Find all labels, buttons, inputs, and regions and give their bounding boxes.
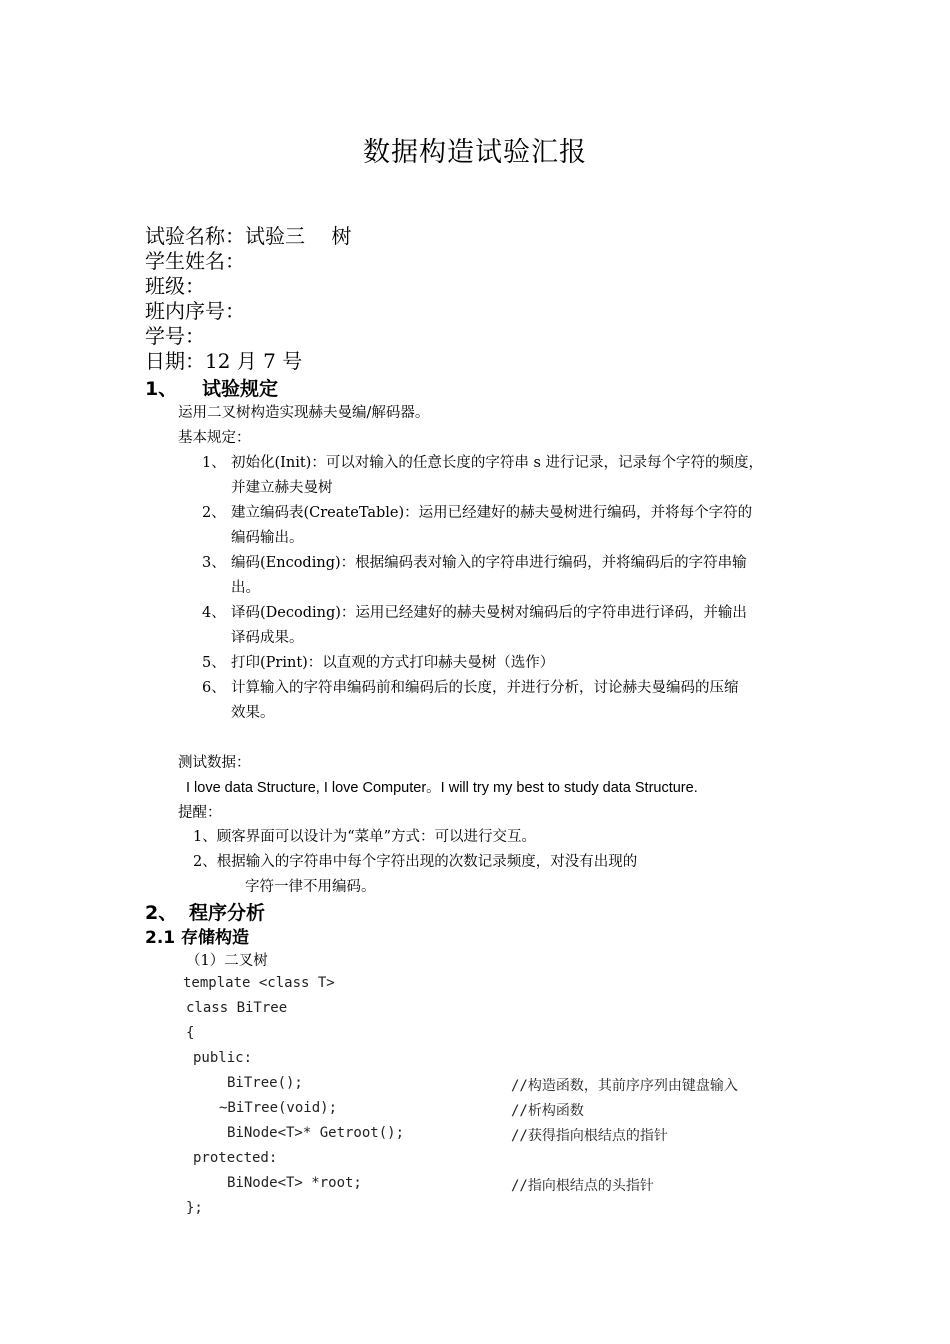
req-item-text: 打印(Print)：以直观的方式打印赫夫曼树（选作） xyxy=(231,655,555,671)
basic-requirements-label: 基本规定： xyxy=(178,430,251,446)
code-line: class BiTree xyxy=(186,1000,288,1016)
subsection-item: （1）二叉树 xyxy=(186,953,268,969)
req-item-text-cont: 并建立赫夫曼树 xyxy=(231,480,333,496)
code-comment: //获得指向根结点的指针 xyxy=(511,1128,668,1144)
section2-number: 2、 xyxy=(145,902,178,924)
section1-number: 1、 xyxy=(145,378,178,400)
req-item-number: 4、 xyxy=(202,605,226,621)
code-line: BiNode<T> *root; xyxy=(227,1175,362,1191)
req-item-text: 译码(Decoding)：运用已经建好的赫夫曼树对编码后的字符串进行译码，并输出 xyxy=(231,605,747,621)
student-id-field: 学号： xyxy=(145,324,205,348)
test-data-label: 测试数据： xyxy=(178,755,251,771)
code-line: BiTree(); xyxy=(227,1075,303,1091)
tip-item: 2、根据输入的字符串中每个字符出现的次数记录频度，对没有出现的 xyxy=(193,854,638,870)
code-line: { xyxy=(186,1025,195,1041)
section1-intro: 运用二叉树构造实现赫夫曼编/解码器。 xyxy=(178,405,430,421)
test-data-text: I love data Structure, I love Computer。I will try my best to study data Structure. xyxy=(186,780,698,796)
code-comment: //析构函数 xyxy=(511,1103,584,1119)
req-item-number: 1、 xyxy=(202,455,226,471)
req-item-text: 编码(Encoding)：根据编码表对输入的字符串进行编码，并将编码后的字符串输 xyxy=(231,555,747,571)
code-line: public: xyxy=(193,1050,253,1066)
page-title: 数据构造试验汇报 xyxy=(363,137,587,168)
req-item-text-cont: 效果。 xyxy=(231,705,275,721)
code-line: template <class T> xyxy=(183,975,335,991)
req-item-text-cont: 出。 xyxy=(231,580,260,596)
tip-item-cont: 字符一律不用编码。 xyxy=(245,879,376,895)
req-item-number: 6、 xyxy=(202,680,226,696)
req-item-text-cont: 编码输出。 xyxy=(231,530,304,546)
req-item-number: 5、 xyxy=(202,655,226,671)
req-item-text: 初始化(Init)：可以对输入的任意长度的字符串 s 进行记录，记录每个字符的频度， xyxy=(231,455,764,471)
code-line: ~BiTree(void); xyxy=(219,1100,338,1116)
class-seq-field: 班内序号： xyxy=(145,299,245,323)
req-item-text: 建立编码表(CreateTable)：运用已经建好的赫夫曼树进行编码，并将每个字符的 xyxy=(231,505,753,521)
tips-label: 提醒： xyxy=(178,805,222,821)
experiment-name: 试验名称：试验三 树 xyxy=(145,224,352,248)
date-field: 日期：12 月 7 号 xyxy=(145,349,303,373)
student-name: 学生姓名： xyxy=(145,249,245,273)
section2-heading: 程序分析 xyxy=(189,902,266,924)
tip-item: 1、顾客界面可以设计为“菜单”方式：可以进行交互。 xyxy=(193,829,537,845)
req-item-text: 计算输入的字符串编码前和编码后的长度，并进行分析，讨论赫夫曼编码的压缩 xyxy=(231,680,739,696)
req-item-number: 3、 xyxy=(202,555,226,571)
section1-heading: 试验规定 xyxy=(202,378,279,400)
code-comment: //指向根结点的头指针 xyxy=(511,1178,654,1194)
class-field: 班级： xyxy=(145,274,205,298)
req-item-number: 2、 xyxy=(202,505,226,521)
subsection-heading: 2.1 存储构造 xyxy=(145,928,250,948)
code-line: }; xyxy=(186,1200,203,1216)
code-line: BiNode<T>* Getroot(); xyxy=(227,1125,405,1141)
req-item-text-cont: 译码成果。 xyxy=(231,630,304,646)
code-comment: //构造函数，其前序序列由键盘输入 xyxy=(511,1078,738,1094)
code-line: protected: xyxy=(193,1150,278,1166)
